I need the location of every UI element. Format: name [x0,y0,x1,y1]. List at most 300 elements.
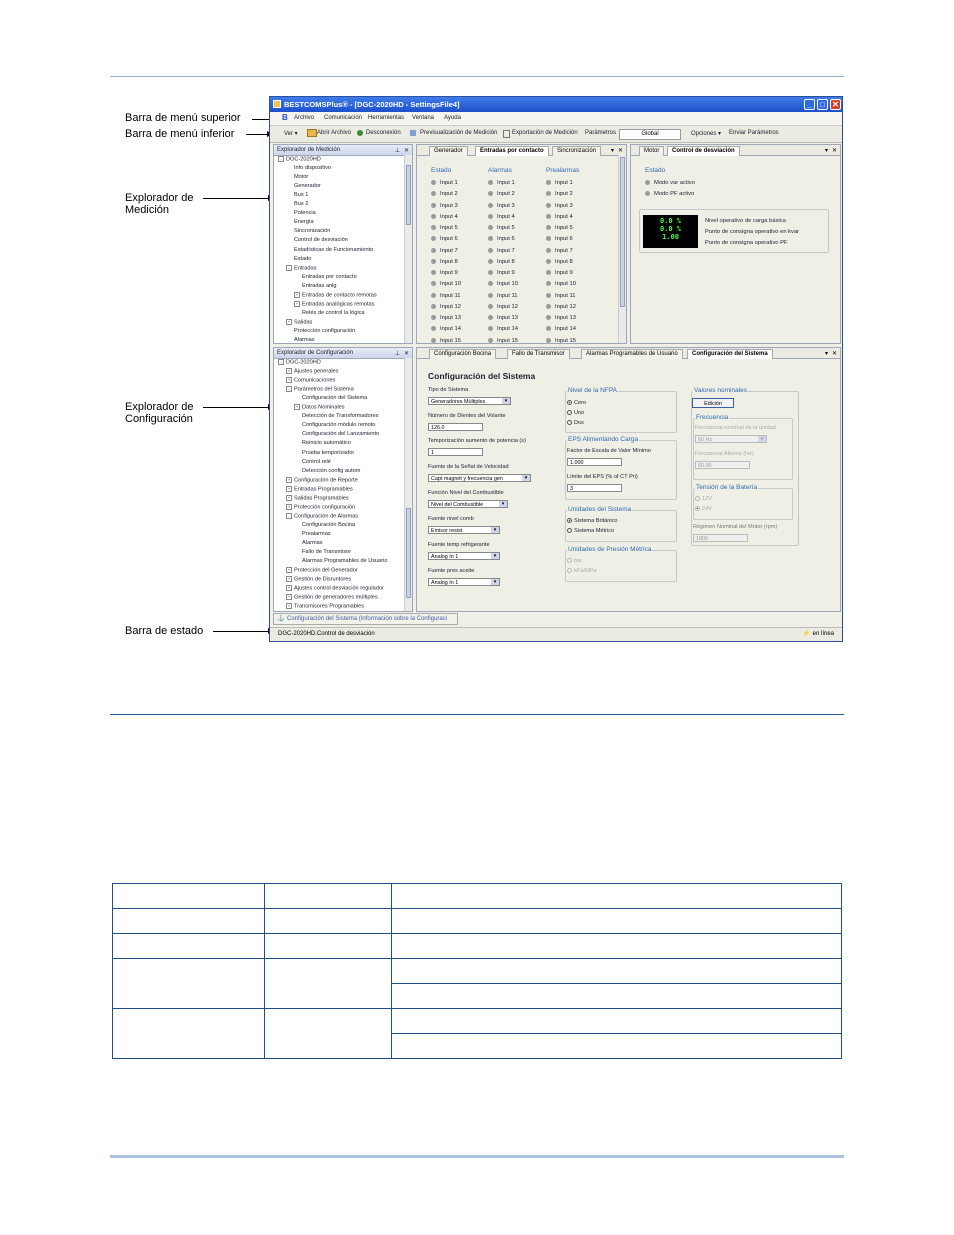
expand-icon[interactable]: + [287,576,291,582]
tree-item-label: Motor [294,174,309,181]
tree-item-label: Ajustes generales [294,368,339,375]
expand-icon[interactable]: + [287,377,291,383]
input-led-row [546,304,576,310]
open-file-button[interactable]: Abrir Archivo [317,130,352,136]
fuente-pres-select[interactable]: Analog In 1 ▾ [428,578,500,586]
tree-item[interactable] [294,422,375,428]
pin-icon[interactable]: ⊥ [394,148,400,154]
tree-item[interactable] [294,549,351,555]
tab-fallo-transmisor[interactable]: Fallo de Transmisor [507,349,570,359]
tree-item[interactable] [286,585,384,591]
led-indicator [546,338,551,343]
tree-item[interactable] [286,183,321,189]
expand-icon[interactable]: + [295,300,299,306]
tab-configuracion-bocina[interactable]: Configuración Bocina [429,349,496,359]
input-led-row [546,214,573,220]
input-label: Input 11 [497,292,518,299]
metering-scrollbar[interactable] [404,155,412,343]
input-led-row [488,203,515,209]
tree-item-label: Energía [294,219,314,226]
input-led-row [546,259,573,265]
led-indicator [488,203,493,208]
options-menu[interactable]: Opciones ▾ [691,131,722,137]
tree-item-label: Entradas [294,265,317,272]
top-menu-bar [270,112,842,126]
input-led-row [546,191,573,197]
funcion-combustible-label: Función Nivel del Combustible [428,490,504,496]
bottom-rule [110,1155,844,1158]
config-heading: Configuración del Sistema [428,371,536,381]
middle-rule [110,714,844,715]
expand-icon[interactable]: + [287,567,291,573]
input-led-row [431,293,461,299]
callout-status-bar: Barra de estado [125,625,204,637]
input-led-row [488,281,518,287]
expand-icon[interactable]: + [287,503,291,509]
led-indicator [431,191,436,196]
tree-item-label: Configuración de Reporte [294,477,358,484]
tree-item-label: Prueba temporizador [302,449,355,456]
input-label: Input 7 [497,247,515,254]
settings-scrollbar[interactable] [404,358,412,611]
led-indicator [645,191,650,196]
tab-generador[interactable]: Generador [429,146,468,156]
expand-icon[interactable]: + [295,404,299,410]
fuente-nivel-select[interactable]: Emisor resist ▾ [428,526,500,534]
input-label: Input 6 [497,236,515,243]
input-label: Input 1 [555,180,573,187]
tree-item[interactable] [286,386,354,392]
tab-entradas-contacto[interactable]: Entradas por contacto [475,146,549,156]
tree-item[interactable] [286,247,373,253]
tree-item[interactable] [286,319,312,325]
tree-item[interactable] [294,310,365,316]
units-british-radio[interactable]: Sistema Británico [567,518,618,524]
led-indicator [488,270,493,275]
tree-item-label: Configuración Bocina [302,521,356,528]
nfpa-uno-radio[interactable]: Uno [567,410,584,416]
system-settings-panel [416,347,841,612]
tree-item[interactable] [286,567,358,573]
led-indicator [431,315,436,320]
lcd-label-3: Punto de consigna operativo PF [705,240,788,246]
led-indicator [546,293,551,298]
fuente-velocidad-select[interactable]: Capt magnét y frecuencia gen ▾ [428,474,531,482]
input-led-row [431,281,461,287]
input-led-row [431,315,461,321]
input-led-row [431,180,458,186]
units-group [565,510,677,542]
tree-item[interactable] [286,265,316,271]
pressure-kpa-radio[interactable]: kPa/MPa [567,568,597,574]
collapse-icon[interactable]: - [286,386,292,392]
lcd-label-1: Nivel operativo de carga básica [705,218,786,224]
fuente-pres-label: Fuente pres aceite [428,568,475,574]
input-label: Input 5 [497,225,515,232]
contact-inputs-panel [416,144,627,344]
tree-item-label: Gestión de Disruntores [294,576,352,583]
tree-item[interactable] [294,274,357,280]
freq-nom-select[interactable]: 60 Hz ▾ [695,435,767,443]
tree-item[interactable] [294,540,323,546]
tree-item[interactable] [286,594,378,600]
lower-menu-bar [270,126,842,143]
tree-item[interactable] [286,495,349,501]
input-label: Input 9 [497,270,515,277]
collapse-icon[interactable]: - [286,513,292,519]
pressure-bar-radio[interactable]: bar [567,558,582,564]
led-indicator [488,225,493,230]
metering-explorer-header [274,145,412,156]
led-indicator [546,326,551,331]
battery-group [693,488,793,520]
parametros-label: Parámetros [585,130,617,136]
menu-comunicacion[interactable]: Comunicación [324,115,363,121]
tab-alarmas-usuario[interactable]: Alarmas Programables de Usuario [581,349,683,359]
send-settings-button[interactable]: Enviar Parámetros [729,130,779,136]
tipo-sistema-select[interactable]: Generadores Múltiples ▾ [428,397,511,405]
tree-item-label: Generador [294,183,321,190]
inputs-group-estado: Estado [431,167,452,174]
lcd-value-3: 1.00 [662,233,679,241]
maximize-icon[interactable]: □ [817,99,828,110]
tree-item[interactable] [286,328,355,334]
input-led-row [546,236,573,242]
tree-item[interactable] [286,210,316,216]
led-indicator [546,180,551,185]
rpm-input[interactable]: 1800 [693,534,748,542]
tree-item-label: Entradas por contacto [302,273,357,280]
expand-icon[interactable]: + [287,485,291,491]
tree-item[interactable] [286,486,353,492]
led-indicator [546,191,551,196]
led-indicator [431,304,436,309]
tree-item-label: Alarmas [302,540,323,546]
tree-item[interactable] [294,531,331,537]
input-label: Input 13 [497,315,518,322]
led-indicator [546,259,551,264]
tree-item-label: Ajustes control desviación regulador [294,585,384,592]
expand-icon[interactable]: + [295,291,299,297]
pin-icon[interactable]: ⊥ [394,351,400,357]
input-label: Input 15 [440,337,461,344]
tree-item-label: Reinicio automático [302,440,351,447]
eps-factor-label: Factor de Escala de Valor Mínimo [567,448,651,454]
input-led-row [431,214,458,220]
status-left: DGC-2020HD.Control de desviación [278,631,375,637]
led-indicator [546,304,551,309]
document-table [112,883,842,1059]
eps-limit-input[interactable]: 3 [567,484,622,492]
tab-dropdown-icon[interactable]: ▾ [824,148,828,154]
tree-item-label: Entradas Programables [294,486,353,493]
export-icon [503,130,510,138]
battery-12v-radio[interactable]: 12V [695,496,712,502]
input-label: Input 1 [497,180,515,187]
input-label: Input 12 [497,303,518,310]
tree-item[interactable] [286,228,330,234]
collapse-icon[interactable]: - [278,156,284,162]
metering-explorer [273,144,413,344]
lcd-display [643,215,698,248]
temporizacion-input[interactable]: 1 [428,448,483,456]
freq-alt-label: Frecuencia Alterna (Hz) [695,451,754,457]
tree-item[interactable] [294,558,388,564]
tree-item[interactable] [286,513,358,519]
fuente-temp-select[interactable]: Analog In 1 ▾ [428,552,500,560]
tree-item[interactable] [286,603,364,609]
led-indicator [431,326,436,331]
battery-title: Tensión de la Batería [696,484,758,491]
dientes-label: Número de Dientes del Volante [428,413,506,419]
tree-item[interactable] [286,337,315,343]
expand-icon[interactable]: + [287,476,291,482]
menu-archivo[interactable]: Archivo [294,115,315,121]
input-label: Input 3 [497,202,515,209]
input-led-row [488,293,518,299]
input-label: Input 4 [440,213,458,220]
tree-item[interactable] [294,413,379,419]
tree-item[interactable] [294,522,355,528]
expand-icon[interactable]: + [287,594,291,600]
input-led-row [431,338,461,344]
status-bar [270,627,842,641]
tree-item[interactable] [294,440,351,446]
tree-item-label: Control relé [302,458,331,465]
input-led-row [546,326,576,332]
input-led-row [431,236,458,242]
lcd-value-2: 0.0 % [659,225,682,233]
collapse-icon[interactable]: - [286,265,292,271]
tab-sincronizacion[interactable]: Sincronización [552,146,601,156]
input-led-row [546,270,573,276]
disconnect-button[interactable]: Desconexión [366,130,401,136]
battery-24v-radio[interactable]: 24V [695,506,712,512]
settings-explorer-title: Explorador de Configuración [277,350,354,356]
input-label: Input 11 [440,292,461,299]
input-label: Input 6 [440,236,458,243]
tree-item[interactable] [286,368,338,374]
input-label: Input 6 [555,236,573,243]
input-led-row [546,315,576,321]
callout-metering-explorer: Explorador de Medición [125,192,194,216]
input-led-row [546,180,573,186]
tree-item-label: Prealarmas [302,530,331,537]
tab-motor[interactable]: Motor [639,146,664,156]
nfpa-dos-radio[interactable]: Dos [567,420,584,426]
edit-nominal-button[interactable]: Edición [692,398,734,408]
title-bar [270,97,842,112]
tree-item[interactable] [278,156,321,162]
nominal-title: Valores nominales [694,387,747,394]
expand-icon[interactable]: + [287,318,291,324]
led-indicator [488,248,493,253]
tree-item-label: Estado [294,255,312,262]
tree-item[interactable] [294,431,379,437]
expand-icon[interactable]: + [287,585,291,591]
freq-alt-input[interactable]: 60.00 [695,461,750,469]
input-led-row [431,248,458,254]
collapse-icon[interactable]: - [278,359,284,365]
tree-item-label: Potencia [294,210,316,217]
led-indicator [645,180,650,185]
input-label: Input 10 [497,281,518,288]
tree-item[interactable] [294,283,337,289]
dientes-input[interactable]: 126.0 [428,423,483,431]
input-led-row [488,326,518,332]
folder-icon [307,129,317,137]
input-led-row [546,248,573,254]
input-led-row [546,225,573,231]
tree-item-label: Configuración módulo remoto [302,422,376,429]
preview-icon [410,130,416,136]
input-led-row [488,180,515,186]
led-indicator [546,270,551,275]
tab-control-desviacion[interactable]: Control de desviación [667,146,740,156]
input-label: Input 3 [555,202,573,209]
input-label: Input 10 [440,281,461,288]
inputs-scrollbar[interactable] [618,155,626,343]
minimize-icon[interactable]: _ [804,99,815,110]
tab-dropdown-icon[interactable]: ▾ [824,351,828,357]
led-indicator [431,270,436,275]
input-label: Input 12 [440,303,461,310]
tree-item[interactable] [286,192,308,198]
tree-item[interactable] [286,377,335,383]
input-label: Input 8 [440,258,458,265]
tree-item[interactable] [286,174,308,180]
tree-item-label: Detección de Transformadores [302,413,379,420]
panel-close-icon[interactable]: ✕ [403,351,409,357]
led-indicator [431,203,436,208]
tree-item-label: Protección configuración [294,327,356,334]
led-indicator [488,304,493,309]
bottom-strip-label[interactable]: Configuración del Sistema (Información sobre la Configuraci [287,616,448,622]
expand-icon[interactable]: + [287,494,291,500]
led-indicator [488,338,493,343]
input-led-row [546,281,576,287]
arrow-status-bar [213,631,273,632]
tree-item-label: Estadísticas de Funcionamiento [294,246,374,253]
tree-item[interactable] [294,468,360,474]
tipo-sistema-label: Tipo de Sistema [428,387,469,393]
led-indicator [431,180,436,185]
tree-item-label: Relés de control la lógica [302,309,365,316]
input-label: Input 15 [497,337,518,344]
anchor-icon: ⚓ [277,616,285,622]
tree-item[interactable] [286,576,351,582]
tab-close-icon[interactable]: ✕ [831,148,837,154]
panel-close-icon[interactable]: ✕ [403,148,409,154]
modo-pf-led: Modo PF activo [645,191,694,197]
input-led-row [488,315,518,321]
tree-item[interactable] [286,237,348,243]
online-icon: ⚡ [802,631,810,637]
input-label: Input 7 [555,247,573,254]
tab-dropdown-icon[interactable]: ▾ [610,148,614,154]
metering-preview-button[interactable]: Previsualización de Medición [420,130,498,136]
input-label: Input 15 [555,337,576,344]
led-indicator [431,338,436,343]
tab-configuracion-sistema[interactable]: Configuración del Sistema [687,349,773,359]
tree-item-label: Alarmas Programables de Usuario [302,558,388,565]
input-label: Input 8 [555,258,573,265]
tree-item[interactable] [294,404,345,410]
input-label: Input 4 [555,213,573,220]
tree-item[interactable] [286,201,308,207]
tree-item[interactable] [294,459,331,465]
tree-item[interactable] [286,477,358,483]
led-indicator [488,281,493,286]
nfpa-cero-radio[interactable]: Cero [567,400,586,406]
menu-ventana[interactable]: Ventana [412,115,435,121]
fuente-temp-label: Fuente temp refrigerante [428,542,490,548]
tree-item[interactable] [286,256,311,262]
expand-icon[interactable]: + [287,603,291,609]
input-label: Input 13 [555,315,576,322]
tree-item-label: Bus 1 [294,192,309,199]
tree-item-label: DGC-2020HD [286,359,321,366]
menu-ayuda[interactable]: Ayuda [444,115,461,121]
pressure-title: Unidades de Presión Métrica [568,546,652,553]
metering-export-button[interactable]: Exportación de Medición [512,130,578,136]
estado-group-title: Estado [645,167,666,174]
tree-item[interactable] [294,292,377,298]
bias-control-panel [630,144,841,344]
led-indicator [546,225,551,230]
tab-close-icon[interactable]: ✕ [617,148,623,154]
input-label: Input 3 [440,202,458,209]
tree-item[interactable] [286,504,355,510]
input-led-row [488,259,515,265]
expand-icon[interactable]: + [287,368,291,374]
tree-item-label: Entradas analógicas remotas [302,301,375,308]
settings-scope-select[interactable]: Global [619,129,681,140]
tree-item[interactable] [294,301,374,307]
ver-menu[interactable]: Ver ▾ [284,131,298,137]
app-icon [273,100,281,108]
led-indicator [488,259,493,264]
tree-item[interactable] [294,450,354,456]
units-metric-radio[interactable]: Sistema Métrico [567,528,614,534]
input-label: Input 9 [555,270,573,277]
tree-item-label: Gestión de generadores múltiples [294,594,378,601]
tree-item-label: Fallo de Transmisor [302,549,352,556]
input-led-row [431,270,458,276]
tree-item[interactable] [286,219,314,225]
funcion-combustible-select[interactable]: Nivel del Combustible ▾ [428,500,508,508]
input-label: Input 4 [497,213,515,220]
tree-item-label: Protección configuración [294,504,356,511]
tree-item-label: Alarmas [294,337,315,343]
pressure-group [565,550,677,582]
metering-explorer-title: Explorador de Medición [277,147,341,153]
rpm-label: Régimen Nominal del Motor (rpm) [693,524,778,530]
eps-factor-input[interactable]: 1.000 [567,458,622,466]
freq-nom-label: Frecuencia nominal de la unidad [695,425,776,431]
tab-close-icon[interactable]: ✕ [831,351,837,357]
close-icon[interactable]: ✕ [830,99,841,110]
freq-title: Frecuencia [696,414,729,421]
tree-item[interactable] [278,359,321,365]
settings-explorer [273,347,413,612]
input-led-row [488,304,518,310]
tree-item[interactable] [286,165,331,171]
led-indicator [431,281,436,286]
input-led-row [488,191,515,197]
tree-item[interactable] [294,395,367,401]
menu-herramientas[interactable]: Herramientas [368,115,405,121]
